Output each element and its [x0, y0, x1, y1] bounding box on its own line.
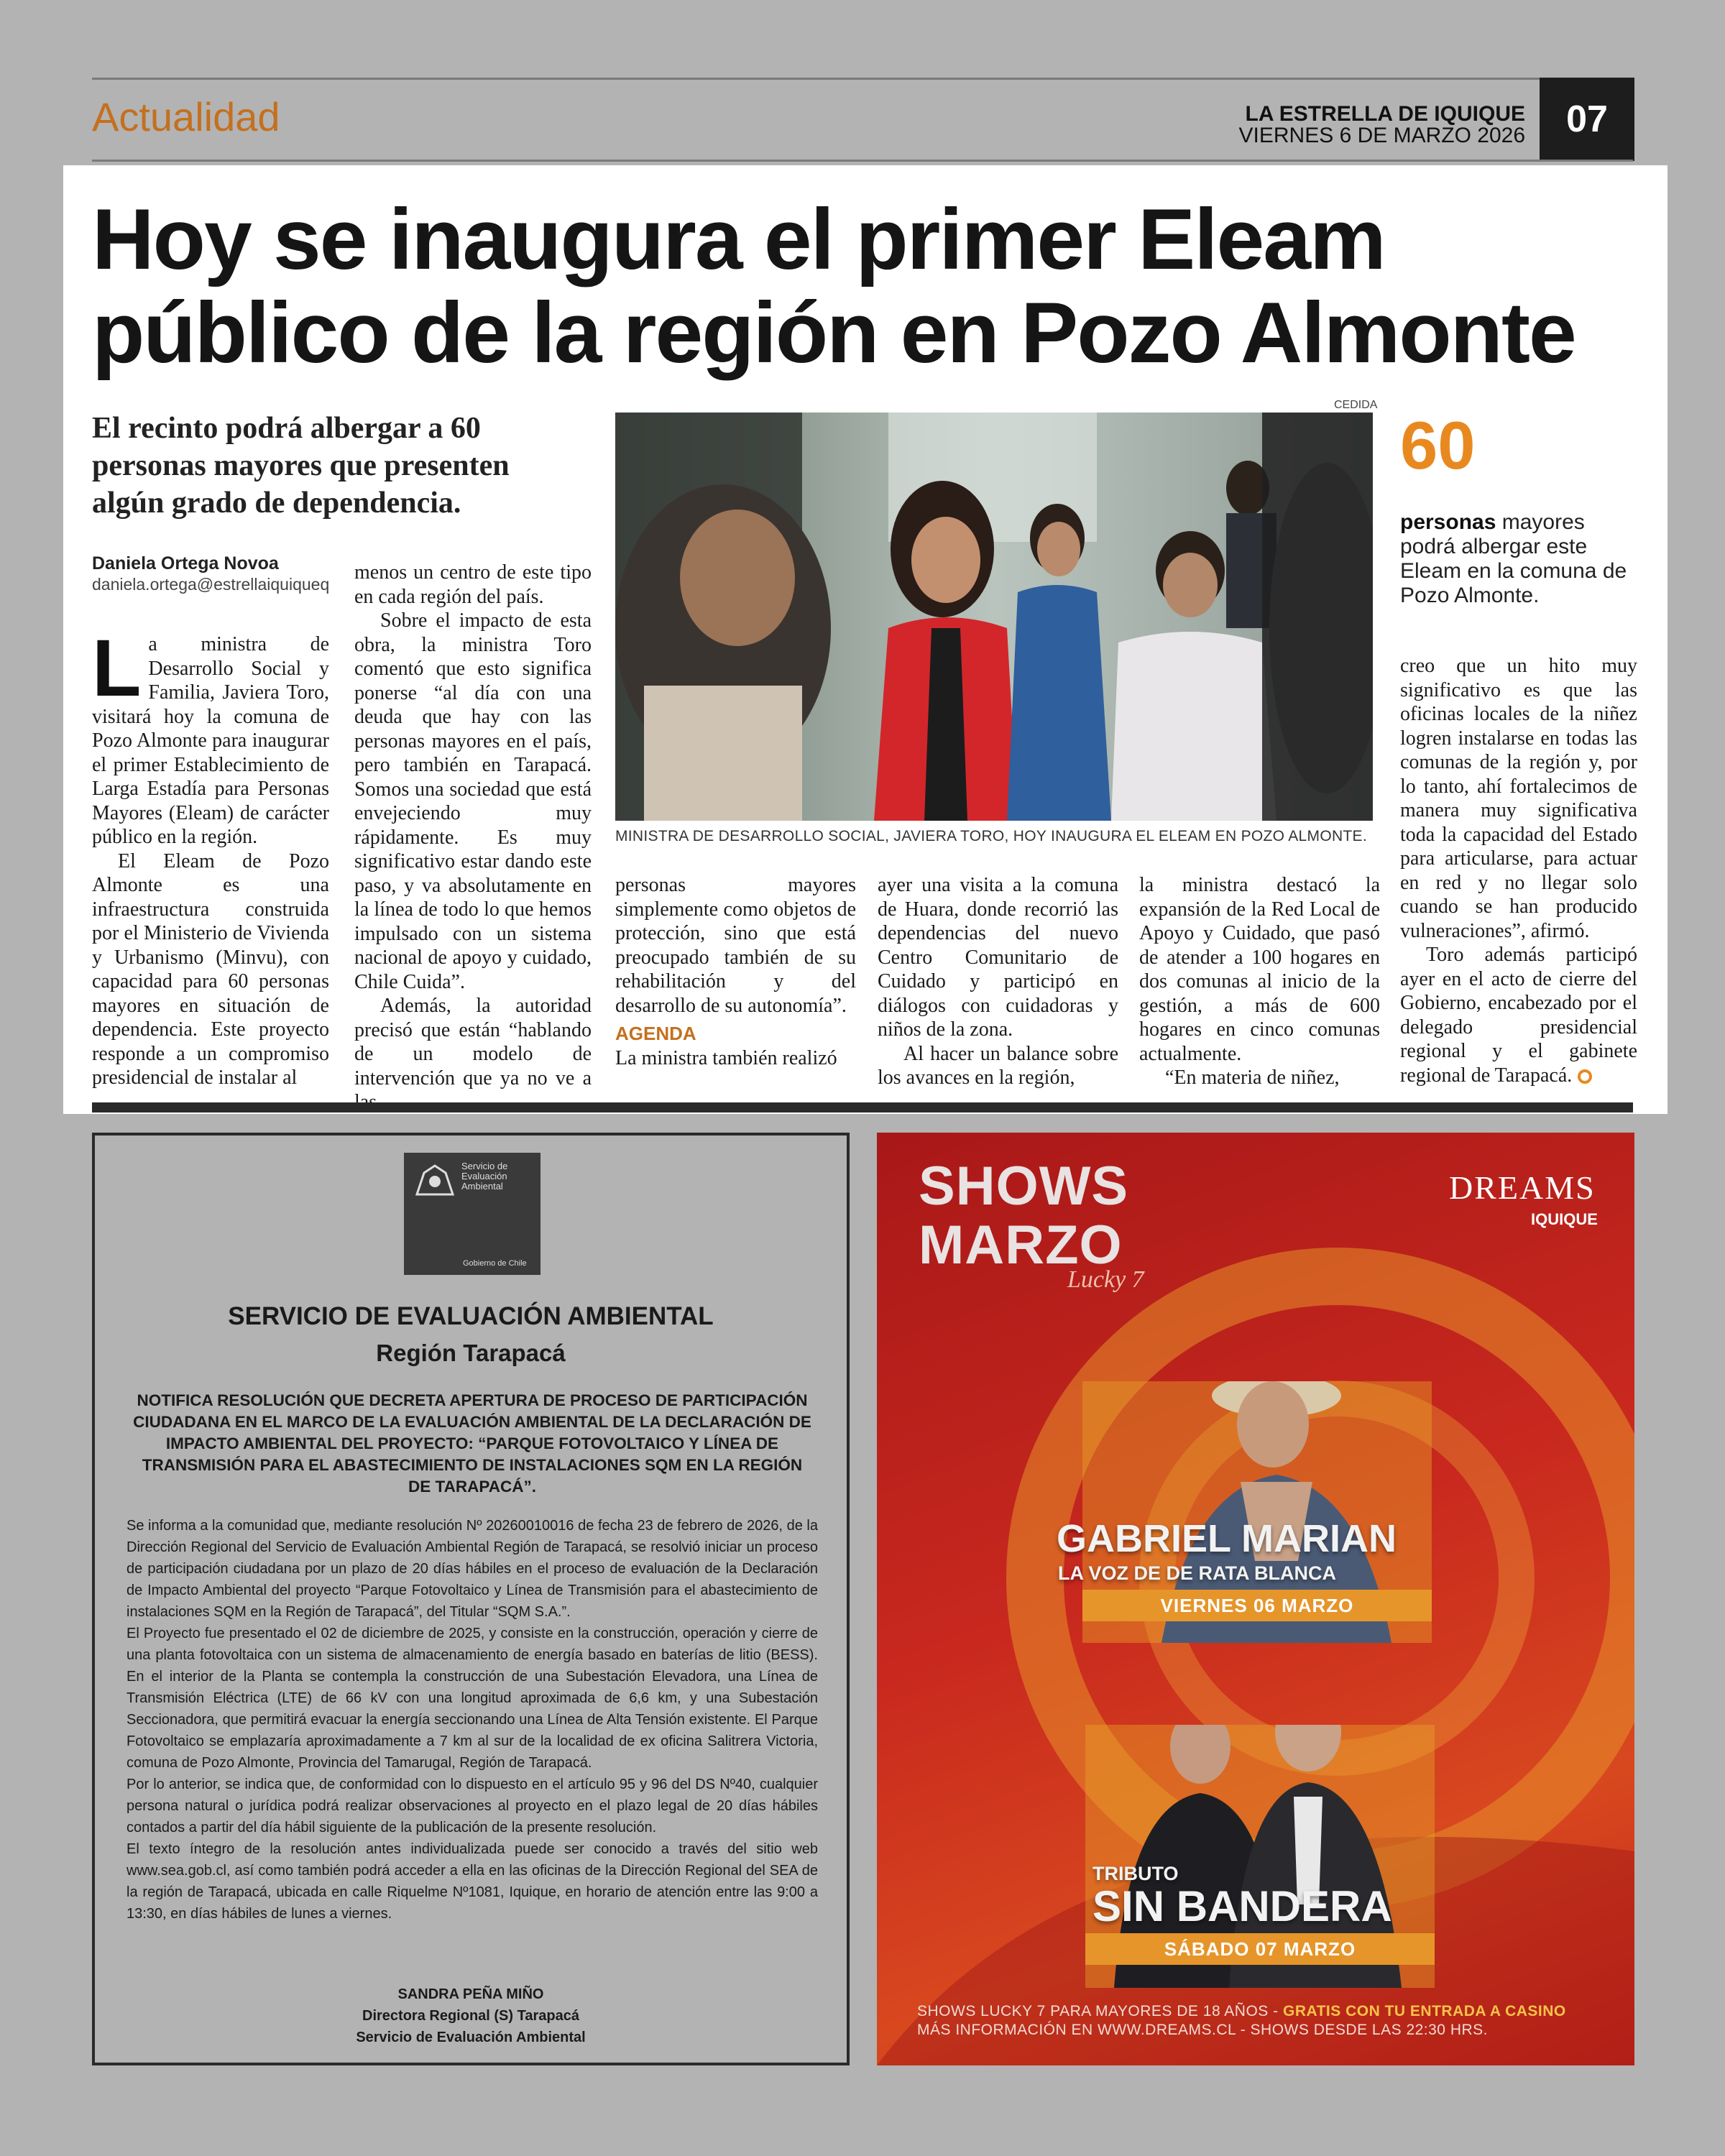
headline-line-1: Hoy se inaugura el primer Eleam — [92, 191, 1385, 287]
paper-name: LA ESTRELLA DE IQUIQUE — [1245, 102, 1525, 126]
notice-paragraph: El Proyecto fue presentado el 02 de diciembre de 2025, y consiste en la construcción, operación y cierre de una planta fotovoltaica con un sistema de almacenamiento de energía basado en baterías de litio (BESS). En el interior de la Planta se contempla la construcción de una Subestación Elevadora, una Línea de Transmisión Eléctrica (LTE) de 66 kV con una longitud aproximada de 6,6 km, y una Subestación Seccionadora, que permitirá evacuar la energía seccionando una Línea de Alta Tensión existente. El Parque Fotovoltaico se emplazaría aproximadamente a 7 km al sur de la localidad de ex oficina Salitrera Victoria, comuna de Pozo Almonte, Provincia del Tamarugal, Región de Tarapacá. — [126, 1626, 818, 1771]
stat-rest: mayores podrá albergar este Eleam en la comuna de Pozo Almonte. — [1400, 510, 1627, 607]
signer-role: Directora Regional (S) Tarapacá — [362, 2008, 579, 2024]
article-photo — [615, 413, 1373, 821]
notice-body — [126, 1515, 818, 1925]
casino-shows-ad[interactable] — [877, 1133, 1634, 2065]
article — [63, 165, 1668, 1114]
notice-heading: NOTIFICA RESOLUCIÓN QUE DECRETA APERTURA DE PROCESO DE PARTICIPACIÓN CIUDADANA EN EL MARCO DE LA EVALUACIÓN AMBIENTAL DE LA DECLARACIÓN DE IMPACTO AMBIENTAL DEL PROYECTO: “PARQUE FOTOVOLTAICO Y LÍNEA DE TRANSMISIÓN PARA EL ABASTECIMIENTO DE INSTALACIONES SQM EN LA REGIÓN DE TARAPACÁ”. — [133, 1391, 811, 1496]
ad-title: SHOWS MARZO — [919, 1156, 1129, 1276]
headline-line-2: público de la región en Pozo Almonte — [92, 285, 1576, 381]
section-label: Actualidad — [92, 94, 280, 139]
article-paragraph: personas mayores simplemente como objetos de protección, sino que está preocupado también de su rehabilitación y del desarrollo de su autonomía”. — [615, 874, 856, 1017]
notice-paragraph: Se informa a la comunidad que, mediante resolución Nº 20260010016 de fecha 23 de febrero de 2026, de la Dirección Regional del Servicio de Evaluación Ambiental Región de Tarapacá, se resolvió iniciar un proceso de participación ciudadana por un plazo de 20 días hábiles en el proceso de evaluación de la Declaración de Impacto Ambiental del proyecto “Parque Fotovoltaico y Línea de Transmisión para el abastecimiento de instalaciones SQM en la Región de Tarapacá”, del Titular “SQM S.A.”. — [126, 1518, 818, 1620]
header-rule-bottom — [92, 160, 1633, 162]
notice-title: SERVICIO DE EVALUACIÓN AMBIENTAL — [228, 1302, 714, 1330]
drop-cap: L — [92, 623, 142, 713]
end-mark-icon — [1578, 1069, 1592, 1084]
byline-name: Daniela Ortega Novoa — [92, 553, 279, 573]
performer-2-date: SÁBADO 07 MARZO — [1085, 1933, 1435, 1965]
issue-date: VIERNES 6 DE MARZO 2026 — [1238, 124, 1525, 147]
paper-info — [1239, 103, 1525, 147]
article-paragraph: Sobre el impacto de esta obra, la ministra Toro comentó que esto significa ponerse “al día con una deuda que hay con las personas mayores en el país, pero también en Tarapacá. Somos una sociedad que está envejeciendo muy rápidamente. Es muy significativo estar dando este paso, y va absolutamente en la línea de todo lo que hemos impulsado con un sistema nacional de apoyo y cuidado, Chile Cuida”. — [354, 609, 592, 993]
stat-number: 60 — [1400, 407, 1476, 483]
sea-logo-text: Servicio de Evaluación Ambiental — [461, 1161, 508, 1192]
ad-footer-info[interactable]: MÁS INFORMACIÓN EN WWW.DREAMS.CL - SHOWS DESDE LAS 22:30 HRS. — [917, 2022, 1488, 2038]
photo-illustration — [615, 413, 1373, 821]
performer-1-name: GABRIEL MARIAN — [1057, 1517, 1397, 1560]
headline — [92, 193, 1644, 379]
sea-logo-gov: Gobierno de Chile — [463, 1259, 527, 1268]
signer-name: SANDRA PEÑA MIÑO — [397, 1986, 544, 2002]
photo-credit: CEDIDA — [1334, 399, 1378, 411]
article-column-4 — [878, 873, 1118, 1090]
article-column-6 — [1400, 654, 1637, 1087]
notice-paragraph: Por lo anterior, se indica que, de conformidad con lo dispuesto en el artículo 95 y 96 del DS Nº40, cualquier persona natural o jurídica podrá realizar observaciones al proyecto en el plazo legal de 20 días hábiles contados a partir del día hábil siguiente de la publicación de la presente resolución. — [126, 1777, 818, 1835]
article-paragraph: ayer una visita a la comuna de Huara, donde recorrió las dependencias del nuevo Centro Comunitario de Cuidado y participó en diálogos con cuidadoras y niños de la zona. — [878, 874, 1118, 1041]
article-paragraph: “En materia de niñez, — [1165, 1067, 1340, 1089]
page-number: 07 — [1540, 78, 1634, 161]
chile-coat-of-arms-icon — [410, 1158, 460, 1202]
article-column-5 — [1139, 873, 1380, 1090]
article-paragraph: El Eleam de Pozo Almonte es una infraestructura construida por el Ministerio de Vivienda y Urbanismo (Minvu), con capacidad para 60 personas mayores en situación de dependencia. Este proyecto responde a un compromiso presidencial de instalar al — [92, 849, 329, 1089]
dreams-logo-city: IQUIQUE — [1531, 1210, 1598, 1228]
article-paragraph: Además, la autoridad precisó que están “hablando de un modelo de intervención que ya no ve a — [354, 995, 592, 1089]
ad-footer-highlight: GRATIS CON TU ENTRADA A CASINO — [1282, 2003, 1566, 2019]
article-bottom-rule — [92, 1102, 1633, 1112]
byline-email[interactable]: daniela.ortega@estrellaiquiqueq — [92, 575, 330, 594]
article-paragraph: menos un centro de este tipo en cada región del país. — [354, 561, 592, 608]
notice-paragraph: El texto íntegro de la resolución antes individualizada puede ser conocido a través del sitio web www.sea.gob.cl, así como también podrá acceder a ella en las oficinas de la Dirección Regional del SEA de la región de Tarapacá, ubicada en calle Riquelme Nº1081, Iquique, en horario de atención entre las 9:00 a 13:30, en días hábiles de lunes a viernes. — [126, 1841, 818, 1922]
article-column-1 — [92, 623, 329, 1090]
article-paragraph: Al hacer un balance sobre los avances en la región, — [878, 1042, 1118, 1089]
performer-1-date: VIERNES 06 MARZO — [1082, 1590, 1432, 1621]
subhead: El recinto podrá albergar a 60 personas mayores que presenten algún grado de dependencia. — [92, 412, 510, 520]
agenda-subhead: AGENDA — [615, 1023, 696, 1044]
stat-description — [1400, 510, 1644, 608]
article-paragraph: Toro además participó ayer en el acto de cierre del Gobierno, encabezado por el delegado presidencial regional y el gabinete regional de Tarapacá. — [1400, 944, 1637, 1087]
performer-2-prefix: TRIBUTO — [1092, 1863, 1179, 1884]
performer-1-subtitle: LA VOZ DE DE RATA BLANCA — [1058, 1562, 1336, 1584]
article-paragraph: La ministra de Desarrollo Social y Familia, Javiera Toro, visitará hoy la comuna de Pozo Almonte para inaugurar el primer Establecimiento de Larga Estadía para Personas Mayores (Eleam) de carácter público en la región. — [92, 623, 329, 848]
notice-region: Región Tarapacá — [376, 1340, 566, 1366]
sea-logo — [404, 1153, 540, 1275]
article-column-3 — [615, 873, 856, 1070]
article-column-2 — [354, 561, 592, 1115]
article-paragraph: La ministra también realizó — [615, 1046, 837, 1069]
ad-footer: SHOWS LUCKY 7 PARA MAYORES DE 18 AÑOS - GRATIS CON TU ENTRADA A CASINO MÁS INFORMACIÓN EN WWW.DREAMS.CL - SHOWS DESDE LAS 22:30 HRS. — [917, 2003, 1566, 2038]
signer-org: Servicio de Evaluación Ambiental — [356, 2030, 586, 2045]
performer-2-name: SIN BANDERA — [1092, 1882, 1392, 1930]
legal-notice — [92, 1133, 850, 2065]
photo-caption: MINISTRA DE DESARROLLO SOCIAL, JAVIERA TORO, HOY INAUGURA EL ELEAM EN POZO ALMONTE. — [615, 828, 1367, 844]
dreams-logo: DREAMS — [1449, 1169, 1596, 1206]
article-paragraph: la ministra destacó la expansión de la Red Local de Apoyo y Cuidado, que pasó de atender a 100 hogares en dos comunas al inicio de la gestión, a más de 600 hogares en cinco comunas actualmente. — [1139, 874, 1380, 1065]
notice-signature — [95, 1984, 847, 2048]
header-rule-top — [92, 78, 1633, 80]
stat-bold: personas — [1400, 510, 1496, 534]
lucky7-logo: Lucky 7 — [1067, 1266, 1144, 1293]
article-paragraph: creo que un hito muy significativo es que las oficinas locales de la niñez logren instalarse en todas las comunas de la región y, por lo tanto, ahí fortalecimos de manera muy significativa toda la capacidad del Estado para articularse, para actuar en red y no llegar solo cuando se han producido vulneraciones”, afirmó. — [1400, 655, 1637, 942]
